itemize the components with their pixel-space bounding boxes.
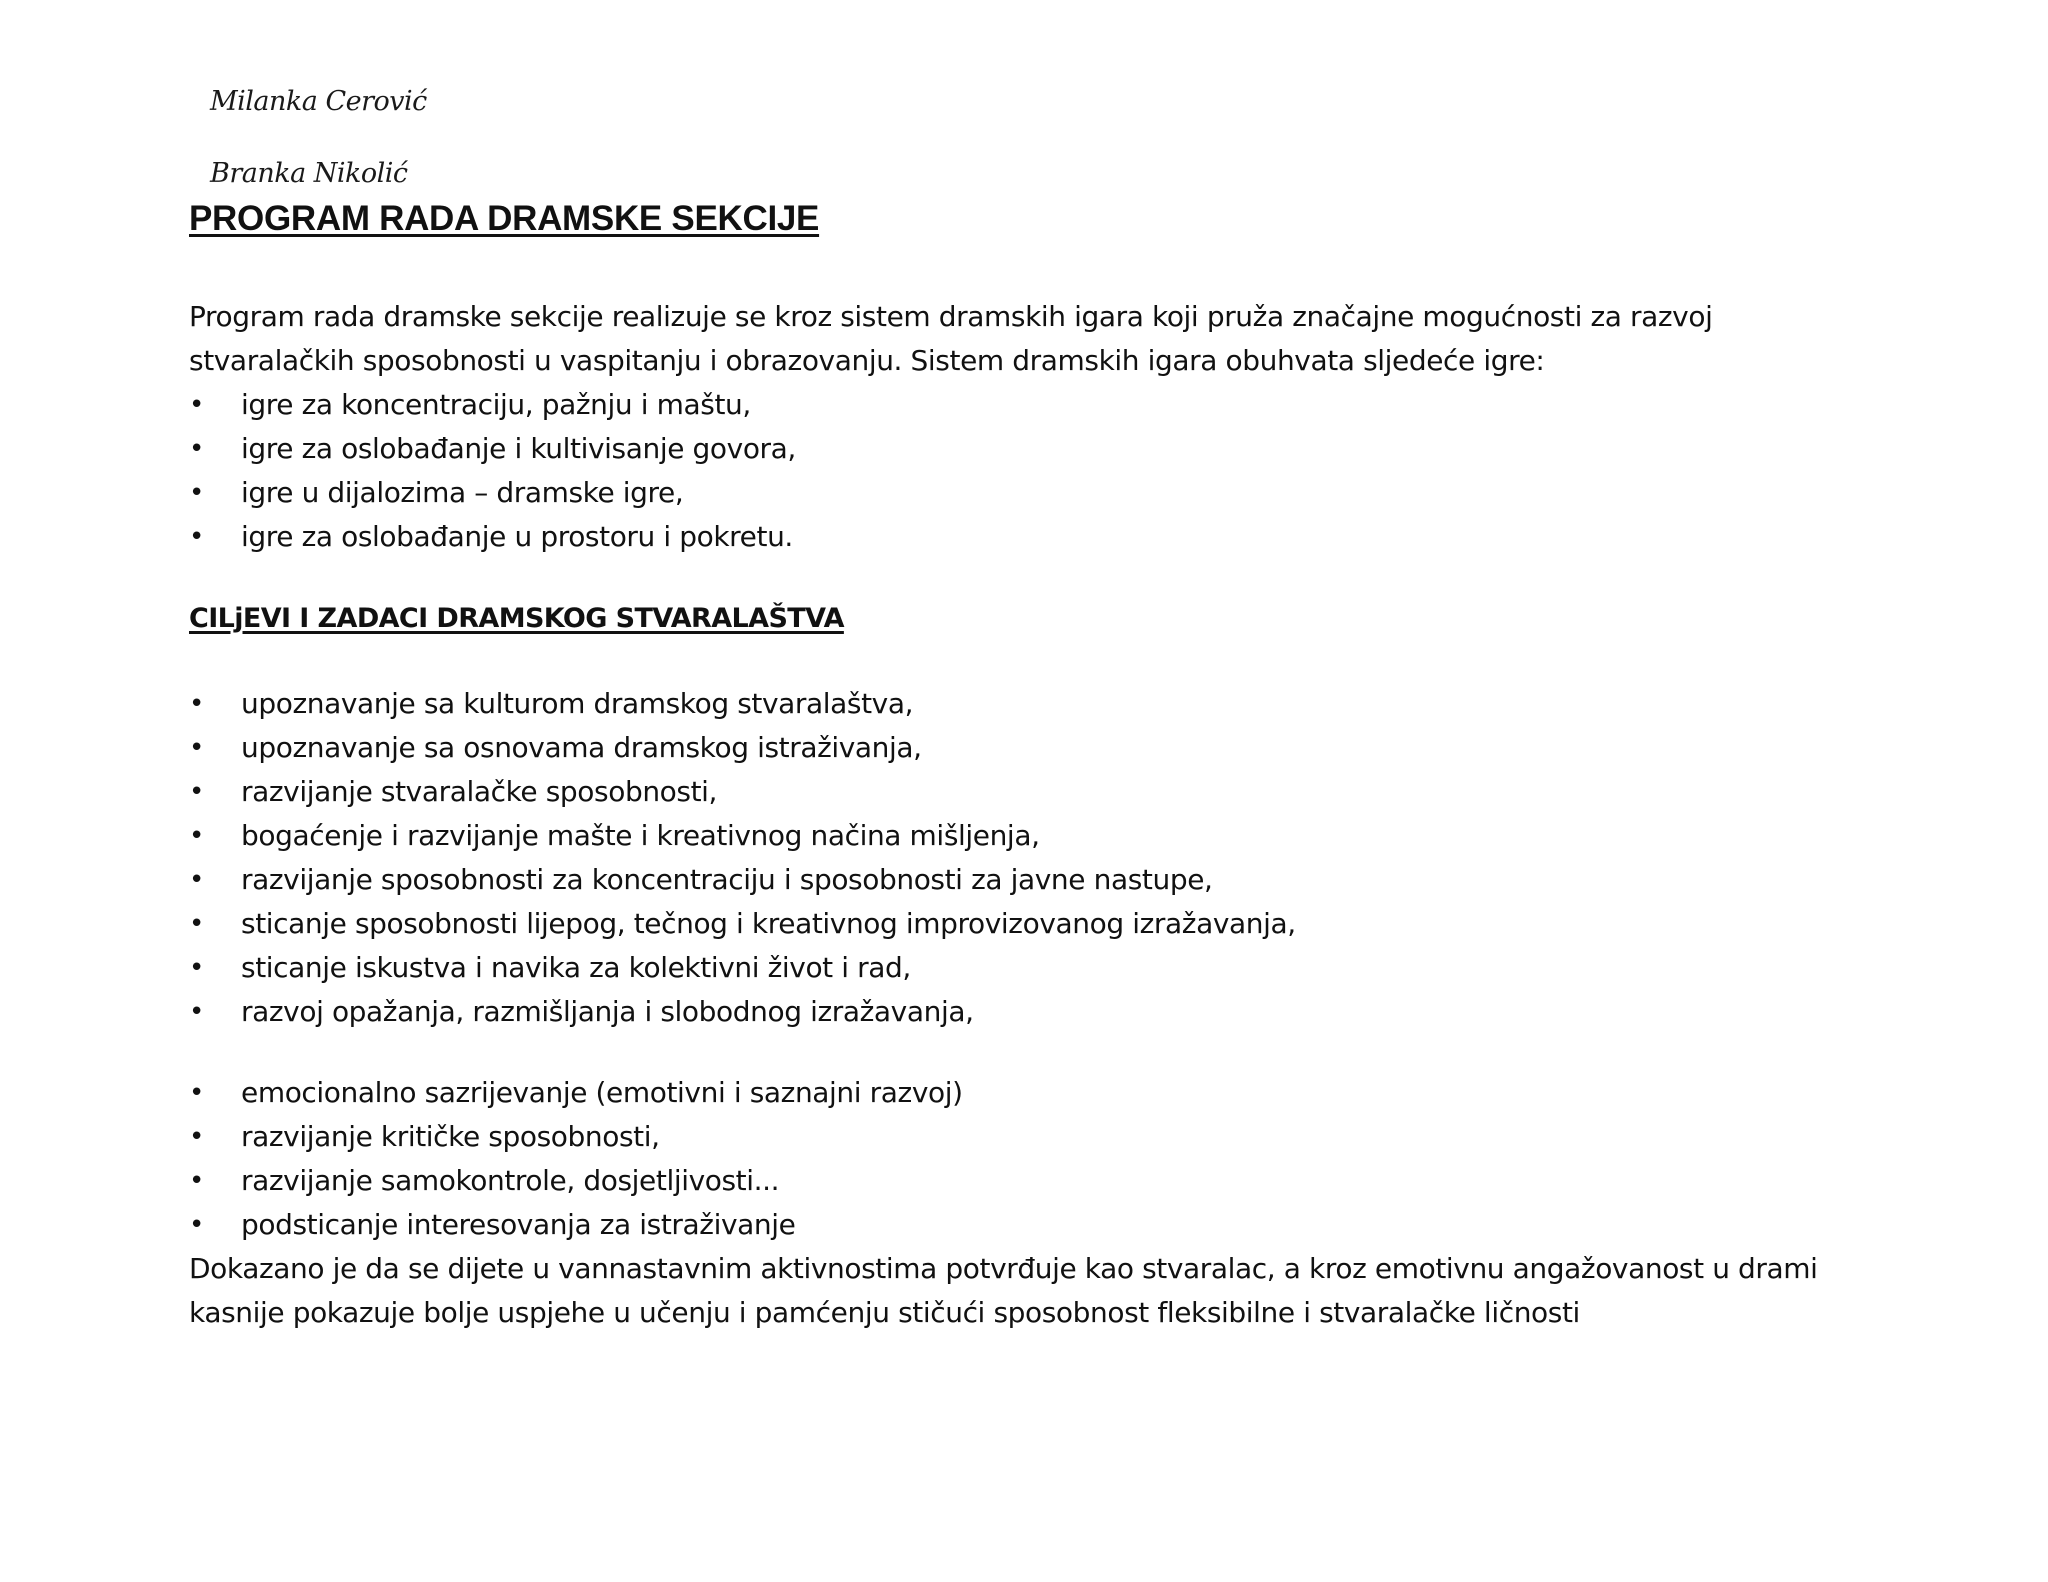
goals-list <box>189 1071 963 1247</box>
bullet-icon: • <box>189 1122 204 1152</box>
list-item: • igre u dijalozima – dramske igre, <box>189 471 796 515</box>
bullet-icon: • <box>189 733 204 763</box>
bullet-icon: • <box>189 390 204 420</box>
list-item: • bogaćenje i razvijanje mašte i kreativnog načina mišljenja, <box>189 814 1296 858</box>
list-item: • razvijanje kritičke sposobnosti, <box>189 1115 963 1159</box>
bullet-icon: • <box>189 522 204 552</box>
list-item: • upoznavanje sa kulturom dramskog stvaralaštva, <box>189 682 1296 726</box>
list-item: • sticanje sposobnosti lijepog, tečnog i kreativnog improvizovanog izražavanja, <box>189 902 1296 946</box>
bullet-icon: • <box>189 689 204 719</box>
list-item: • razvoj opažanja, razmišljanja i slobodnog izražavanja, <box>189 990 1296 1034</box>
bullet-icon: • <box>189 777 204 807</box>
list-item: • sticanje iskustva i navika za kolektivni život i rad, <box>189 946 1296 990</box>
author-name: Milanka Cerović <box>210 86 427 117</box>
goals-list <box>189 682 1296 1034</box>
list-item: • razvijanje samokontrole, dosjetljivosti... <box>189 1159 963 1203</box>
bullet-icon: • <box>189 953 204 983</box>
conclusion-paragraph-line: kasnije pokazuje bolje uspjehe u učenju i pamćenju stičući sposobnost fleksibilne i stvaralačke ličnosti <box>189 1296 1580 1329</box>
intro-paragraph-line: Program rada dramske sekcije realizuje se kroz sistem dramskih igara koji pruža značajne mogućnosti za razvoj <box>189 300 1713 333</box>
list-item: • igre za oslobađanje u prostoru i pokretu. <box>189 515 796 559</box>
section-heading: CILjEVI I ZADACI DRAMSKOG STVARALAŠTVA <box>189 603 844 634</box>
bullet-icon: • <box>189 821 204 851</box>
bullet-icon: • <box>189 997 204 1027</box>
list-item: • emocionalno sazrijevanje (emotivni i saznajni razvoj) <box>189 1071 963 1115</box>
bullet-icon: • <box>189 478 204 508</box>
bullet-icon: • <box>189 1166 204 1196</box>
bullet-icon: • <box>189 1210 204 1240</box>
list-item: • razvijanje sposobnosti za koncentraciju i sposobnosti za javne nastupe, <box>189 858 1296 902</box>
list-item: • podsticanje interesovanja za istraživanje <box>189 1203 963 1247</box>
bullet-icon: • <box>189 909 204 939</box>
bullet-icon: • <box>189 865 204 895</box>
author-name: Branka Nikolić <box>210 158 408 189</box>
games-list <box>189 383 796 559</box>
list-item: • razvijanje stvaralačke sposobnosti, <box>189 770 1296 814</box>
conclusion-paragraph-line: Dokazano je da se dijete u vannastavnim aktivnostima potvrđuje kao stvaralac, a kroz emotivnu angažovanost u drami <box>189 1252 1818 1285</box>
intro-paragraph-line: stvaralačkih sposobnosti u vaspitanju i obrazovanju. Sistem dramskih igara obuhvata sljedeće igre: <box>189 344 1545 377</box>
list-item: • upoznavanje sa osnovama dramskog istraživanja, <box>189 726 1296 770</box>
list-item: • igre za koncentraciju, pažnju i maštu, <box>189 383 796 427</box>
bullet-icon: • <box>189 1078 204 1108</box>
document-title: PROGRAM RADA DRAMSKE SEKCIJE <box>189 199 820 238</box>
bullet-icon: • <box>189 434 204 464</box>
list-item: • igre za oslobađanje i kultivisanje govora, <box>189 427 796 471</box>
